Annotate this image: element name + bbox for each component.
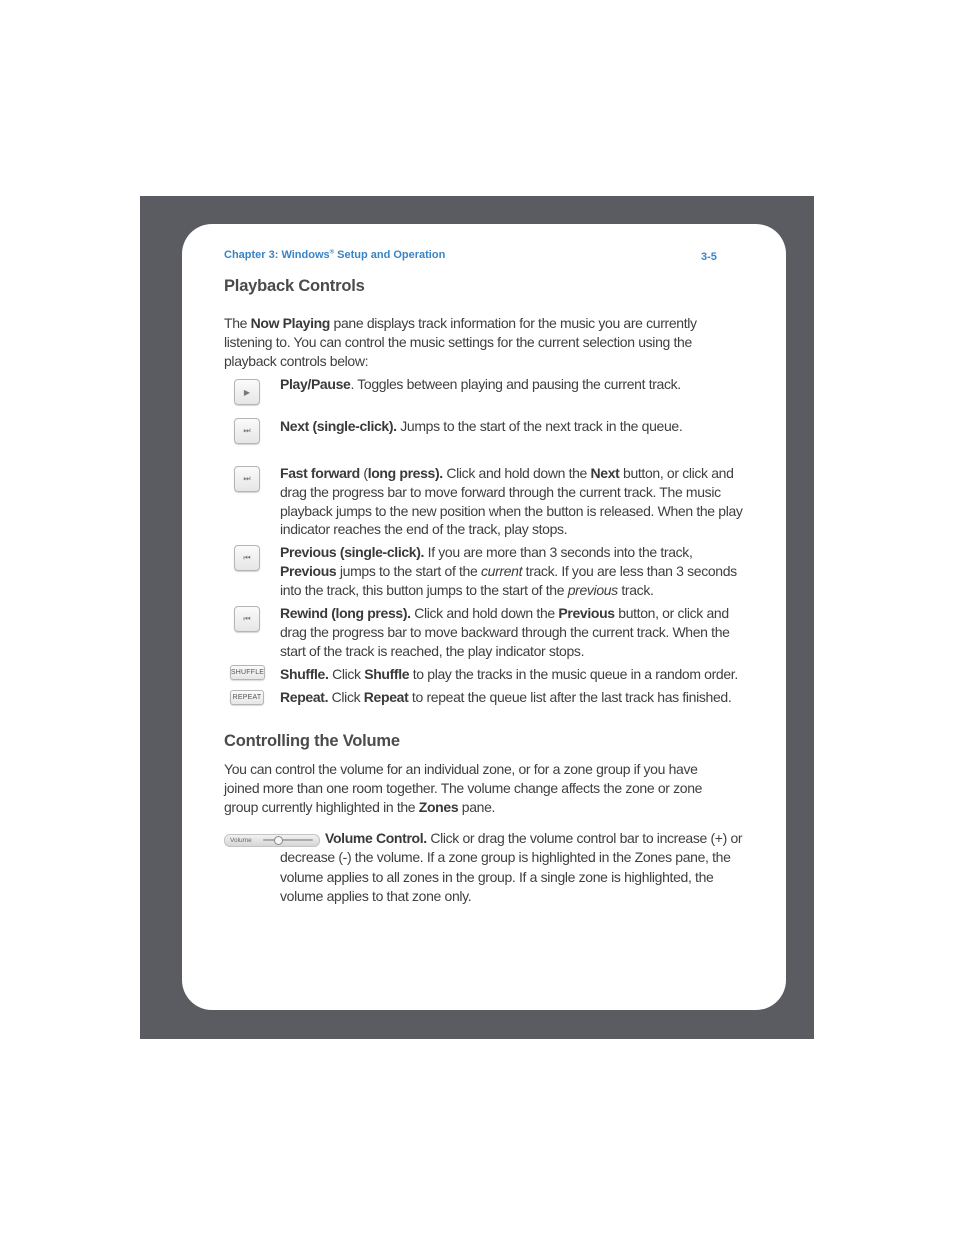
shuffle-description (280, 665, 750, 684)
description-text: Click and hold down the (442, 465, 591, 481)
intro-text: pane displays track information for the music you are currently listening to. You can control the music settings for the current selection using the playback controls below: (224, 315, 697, 369)
term: Previous (280, 562, 337, 579)
fast-forward-description (280, 464, 748, 539)
intro-text: You can control the volume for an individual zone, or for a zone group if you have joined more than one room together. The volume change affects the zone or zone group currently highlighted in the (224, 761, 703, 815)
term: Previous (558, 605, 615, 621)
registered-mark: ® (329, 249, 335, 256)
description-text: Jumps to the start of the next track in the queue. (396, 418, 683, 434)
playback-controls-heading: Playback Controls (224, 277, 365, 295)
term: Repeat. (280, 689, 329, 705)
next-icon: ⏭ (234, 418, 260, 444)
volume-intro (224, 760, 724, 816)
play-pause-description (280, 375, 748, 394)
page-number: 3-5 (701, 251, 717, 263)
controlling-volume-heading: Controlling the Volume (224, 732, 400, 750)
rewind-description (280, 604, 748, 660)
description-text: to repeat the queue list after the last track has finished. (408, 689, 732, 705)
description-text: If you are more than 3 seconds into the track, (424, 544, 693, 560)
description-text: Click and hold down the (410, 605, 559, 621)
description-text: button, or click and drag the progress bar to move backward through the current track. When the start of the track is reached, the play indicator stops. (280, 605, 730, 659)
description-text: Click (328, 689, 364, 705)
previous-icon: ⏮ (234, 545, 260, 571)
playback-intro (224, 314, 724, 370)
term: Shuffle (364, 666, 410, 682)
description-text: Click (328, 666, 365, 682)
play-pause-icon: ▶ (234, 379, 260, 405)
intro-text: pane. (458, 798, 496, 815)
volume-slider-label: Volume (230, 837, 252, 844)
next-description (280, 417, 748, 436)
chapter-prefix: Chapter 3: Windows (224, 249, 330, 261)
description-text: button, or click and drag the progress bar to move forward through the current track. The music playback jumps to the new position when the button is released. When the play indicator reaches the end of the track, play stops. (280, 465, 743, 538)
intro-bold: Zones (418, 798, 459, 815)
intro-bold: Now Playing (250, 315, 331, 331)
description-text: track. If you are less than 3 seconds into the track, this button jumps to the start of the (280, 562, 737, 598)
term: Fast forward (280, 465, 360, 481)
emphasis: previous (567, 581, 618, 598)
description-text: jumps to the start of the (336, 562, 481, 579)
description-text: track. (617, 581, 654, 598)
volume-control-description (280, 829, 748, 907)
rewind-icon: ⏮ (234, 606, 260, 632)
term: Repeat (363, 689, 409, 705)
repeat-description (280, 688, 750, 707)
description-text: ( (359, 465, 368, 481)
emphasis: current (480, 562, 523, 579)
term: Volume Control. (325, 830, 427, 846)
term: Next (590, 465, 620, 481)
term: Play/Pause (280, 376, 351, 392)
previous-description (280, 543, 748, 599)
chapter-header (224, 249, 445, 261)
description-text: . Toggles between playing and pausing the current track. (350, 376, 681, 392)
description-text: Click or drag the volume control bar to increase (+) or decrease (-) the volume. If a zone group is highlighted in the Zones pane, the volume applies to all zones in the group. If a single zone is highlighted, the volume applies to that zone only. (280, 830, 743, 905)
repeat-button-image: REPEAT (230, 690, 264, 705)
fast-forward-icon: ⏭ (234, 466, 260, 492)
description-text: to play the tracks in the music queue in a random order. (409, 666, 738, 682)
term: Rewind (long press). (280, 605, 411, 621)
term: long press). (367, 465, 443, 481)
shuffle-button-image: SHUFFLE (230, 665, 265, 680)
intro-text: The (224, 315, 251, 331)
chapter-suffix: Setup and Operation (334, 249, 446, 261)
term: Next (single-click). (280, 418, 397, 434)
term: Shuffle. (280, 666, 329, 682)
term: Previous (single-click). (280, 544, 425, 560)
